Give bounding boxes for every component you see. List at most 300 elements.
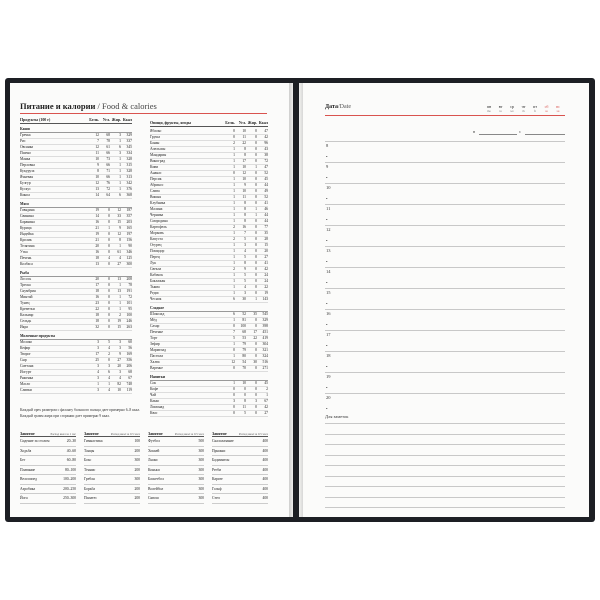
range-to-field[interactable] <box>525 134 565 135</box>
activity-kcal: 400 <box>262 448 268 453</box>
header-product: Продукты (100 г) <box>20 118 51 122</box>
hour-line[interactable] <box>325 204 565 205</box>
food-value: 271 <box>262 366 268 370</box>
food-value: 20 <box>95 244 99 248</box>
notes-title: Для заметок <box>325 414 349 419</box>
food-value: 8 <box>244 261 246 265</box>
notes-line[interactable] <box>325 507 565 508</box>
food-value: 11 <box>242 135 246 139</box>
food-value: 73 <box>106 157 110 161</box>
section-title: Молочные продукты <box>20 334 132 340</box>
food-value: 334 <box>126 151 132 155</box>
hour-label: 10 <box>326 185 331 190</box>
food-name: Яблоко <box>150 129 162 133</box>
date-rule <box>325 115 565 116</box>
food-value: 1 <box>233 177 235 181</box>
food-value: 10 <box>242 189 246 193</box>
notes-line[interactable] <box>325 465 565 466</box>
activity-row <box>20 456 76 466</box>
weekday-fr[interactable] <box>530 104 540 113</box>
food-value: 61 <box>117 250 121 254</box>
table-row <box>20 325 132 331</box>
activity-name: Бадминтон <box>212 458 230 463</box>
food-value: 0 <box>255 135 257 139</box>
food-value: 748 <box>126 382 132 386</box>
notes-line[interactable] <box>325 455 565 456</box>
activity-kcal: 100–200 <box>63 477 76 482</box>
hour-line[interactable] <box>325 162 565 163</box>
activity-row <box>20 466 76 476</box>
food-value: 5 <box>244 279 246 283</box>
half-hour-line[interactable] <box>325 215 565 216</box>
food-value: 90 <box>128 244 132 248</box>
notes-line[interactable] <box>325 497 565 498</box>
food-value: 19 <box>264 291 268 295</box>
weekday-ru: вс <box>556 104 560 109</box>
food-value: 0 <box>255 225 257 229</box>
activity-name: Велосипед <box>20 477 37 482</box>
food-value: 1 <box>119 307 121 311</box>
food-name: Кукуруза <box>20 169 35 173</box>
hour-line[interactable] <box>325 393 565 394</box>
activity-row <box>148 437 204 447</box>
food-value: 1 <box>233 279 235 283</box>
food-name: Киноа <box>20 193 30 197</box>
food-name: Баклажан <box>150 279 166 283</box>
hour-label: 15 <box>326 290 331 295</box>
activity-row <box>84 437 140 447</box>
food-name: Тыква <box>150 285 160 289</box>
food-value: 0 <box>255 279 257 283</box>
food-value: 1 <box>233 243 235 247</box>
food-value: 1 <box>233 381 235 385</box>
food-value: 1 <box>255 207 257 211</box>
food-value: 44 <box>264 213 268 217</box>
weekday-th[interactable] <box>519 104 529 113</box>
hour-label: 13 <box>326 248 331 253</box>
food-value: 3 <box>119 340 121 344</box>
hour-line[interactable] <box>325 330 565 331</box>
food-value: 0 <box>255 231 257 235</box>
activity-kcal: 400 <box>262 467 268 472</box>
food-value: 1 <box>233 249 235 253</box>
food-value: 45 <box>264 177 268 181</box>
food-value: 82 <box>117 382 121 386</box>
activity-name: Гольф <box>212 486 222 491</box>
activity-header-unit: Расход ккал за 0.5 часа <box>174 432 204 436</box>
food-name: Груша <box>150 135 161 139</box>
activity-row <box>148 466 204 476</box>
food-value: 0 <box>255 147 257 151</box>
food-value: 0 <box>255 273 257 277</box>
food-value: 9 <box>119 226 121 230</box>
food-value: 0 <box>255 195 257 199</box>
food-value: 7 <box>97 139 99 143</box>
activity-name: Йога <box>20 496 28 501</box>
food-name: Варенье <box>150 366 163 370</box>
food-value: 35 <box>253 312 257 316</box>
weekday-we[interactable] <box>507 104 517 113</box>
food-value: 0 <box>244 393 246 397</box>
date-heading <box>325 104 351 110</box>
food-value: 28 <box>264 237 268 241</box>
activity-group <box>20 427 76 504</box>
food-name: Телятина <box>20 244 35 248</box>
activity-header <box>212 427 268 437</box>
food-value: 21 <box>95 238 99 242</box>
half-hour-line[interactable] <box>325 299 565 300</box>
food-value: 13 <box>95 262 99 266</box>
food-value: 3 <box>244 291 246 295</box>
activity-header-unit: Расход ккал за 0.5 часа <box>110 432 140 436</box>
notes-line[interactable] <box>325 444 565 445</box>
half-hour-dot: • <box>326 195 328 201</box>
food-value: 16 <box>242 225 246 229</box>
food-value: 1 <box>233 255 235 259</box>
food-name: Картофель <box>150 225 167 229</box>
hour-line[interactable] <box>325 372 565 373</box>
food-name: Черника <box>150 213 164 217</box>
food-value: 357 <box>126 214 132 218</box>
food-value: 68 <box>242 330 246 334</box>
range-from-field[interactable] <box>479 134 517 135</box>
food-value: 5 <box>244 237 246 241</box>
activity-row <box>84 494 140 504</box>
half-hour-line[interactable] <box>325 173 565 174</box>
food-value: 14 <box>95 214 99 218</box>
food-value: 41 <box>264 261 268 265</box>
food-value: 100 <box>126 313 132 317</box>
food-name: Сок <box>150 381 157 385</box>
food-value: 18 <box>95 289 99 293</box>
food-value: 4 <box>97 370 99 374</box>
activity-name: Степ <box>212 496 220 501</box>
food-value: 165 <box>126 226 132 230</box>
nutrition-table-left <box>20 118 132 394</box>
food-value: 47 <box>264 165 268 169</box>
food-value: 3 <box>97 340 99 344</box>
food-value: 76 <box>106 181 110 185</box>
food-value: 18 <box>95 256 99 260</box>
food-name: Огурец <box>150 243 162 247</box>
food-value: 25 <box>95 358 99 362</box>
header-value: Белк. <box>225 121 235 125</box>
food-value: 43 <box>264 147 268 151</box>
food-name: Минтай <box>20 295 33 299</box>
food-value: 0 <box>255 255 257 259</box>
half-hour-line[interactable] <box>325 236 565 237</box>
food-value: 206 <box>126 364 132 368</box>
activity-name: Футбол <box>148 439 160 444</box>
food-value: 1 <box>233 318 235 322</box>
hour-line[interactable] <box>325 351 565 352</box>
food-value: 3 <box>97 364 99 368</box>
half-hour-line[interactable] <box>325 278 565 279</box>
half-hour-line[interactable] <box>325 362 565 363</box>
food-name: Кофе <box>150 387 159 391</box>
half-hour-line[interactable] <box>325 341 565 342</box>
food-value: 1 <box>233 342 235 346</box>
food-value: 101 <box>126 301 132 305</box>
spine <box>289 83 303 517</box>
activity-name: Пилатес <box>84 496 97 501</box>
header-value: Угл. <box>102 118 110 122</box>
food-value: 0 <box>255 354 257 358</box>
food-value: 1 <box>119 181 121 185</box>
food-value: 0 <box>255 405 257 409</box>
food-name: Сыр <box>20 358 27 362</box>
half-hour-dot: • <box>326 258 328 264</box>
food-value: 72 <box>106 187 110 191</box>
hour-label: 19 <box>326 374 331 379</box>
half-hour-dot: • <box>326 321 328 327</box>
notes-line[interactable] <box>325 476 565 477</box>
activity-name: Гребля <box>84 477 95 482</box>
food-value: 346 <box>126 250 132 254</box>
food-value: 11 <box>95 151 99 155</box>
food-value: 47 <box>264 129 268 133</box>
food-value: 0 <box>244 387 246 391</box>
food-value: 1 <box>119 163 121 167</box>
section-title: Каши <box>20 127 132 133</box>
half-hour-line[interactable] <box>325 257 565 258</box>
food-value: 35 <box>264 231 268 235</box>
food-value: 10 <box>117 388 121 392</box>
activity-row <box>148 475 204 485</box>
food-name: Кускус <box>20 187 31 191</box>
food-value: 398 <box>262 324 268 328</box>
food-value: 20 <box>95 277 99 281</box>
food-value: 0 <box>108 307 110 311</box>
food-value: 9 <box>244 267 246 271</box>
title-en: / Food & calories <box>95 101 157 111</box>
title-rule <box>20 113 267 114</box>
half-hour-line[interactable] <box>325 320 565 321</box>
activity-name: Аэробика <box>20 486 36 491</box>
weekday-en: th <box>522 109 525 113</box>
food-value: 0 <box>255 267 257 271</box>
food-value: 356 <box>126 358 132 362</box>
activity-kcal: 400 <box>262 458 268 463</box>
half-hour-line[interactable] <box>325 152 565 153</box>
food-value: 3 <box>108 364 110 368</box>
food-value: 3 <box>119 151 121 155</box>
food-value: 64 <box>106 193 110 197</box>
hour-line[interactable] <box>325 183 565 184</box>
food-value: 1 <box>233 285 235 289</box>
food-value: 4 <box>108 376 110 380</box>
food-value: 9 <box>119 352 121 356</box>
food-value: 14 <box>95 193 99 197</box>
food-value: 52 <box>264 171 268 175</box>
food-name: Шоколад <box>150 312 165 316</box>
weekday-mo[interactable] <box>484 104 494 113</box>
food-name: Перловка <box>20 163 35 167</box>
activity-kcal: 200–250 <box>63 486 76 491</box>
food-value: 66 <box>106 151 110 155</box>
half-hour-line[interactable] <box>325 194 565 195</box>
activity-header <box>84 427 140 437</box>
food-value: 1 <box>255 165 257 169</box>
activity-row <box>20 494 76 504</box>
notes-line[interactable] <box>325 423 565 424</box>
activity-kcal: 200 <box>134 467 140 472</box>
food-name: Вишня <box>150 195 161 199</box>
table-row <box>150 366 268 372</box>
food-name: Кальмар <box>20 313 34 317</box>
food-value: 1 <box>108 226 110 230</box>
food-value: 17 <box>242 159 246 163</box>
food-value: 66 <box>106 175 110 179</box>
food-name: Лук <box>150 261 157 265</box>
food-value: 27 <box>117 358 121 362</box>
food-value: 12 <box>117 208 121 212</box>
food-name: Мандарин <box>150 153 167 157</box>
food-value: 60 <box>128 340 132 344</box>
activity-kcal: 200 <box>134 448 140 453</box>
food-value: 0 <box>255 189 257 193</box>
food-value: 0 <box>255 387 257 391</box>
food-name: Сметана <box>20 364 34 368</box>
activity-name: Коньки <box>148 467 160 472</box>
food-value: 0 <box>233 366 235 370</box>
food-value: 5 <box>108 340 110 344</box>
food-name: Банан <box>150 141 160 145</box>
weekday-ru: сб <box>544 104 549 109</box>
hour-line[interactable] <box>325 246 565 247</box>
activity-kcal: 20–30 <box>66 439 76 444</box>
weekday-ru: ср <box>510 104 514 109</box>
activity-name: Скалолазание <box>212 439 234 444</box>
food-name: Какао <box>150 399 160 403</box>
food-value: 23 <box>95 301 99 305</box>
food-value: 78 <box>106 139 110 143</box>
food-value: 203 <box>126 220 132 224</box>
food-name: Йогурт <box>20 370 32 374</box>
food-value: 100 <box>240 324 246 328</box>
food-value: 3 <box>119 370 121 374</box>
food-value: 19 <box>95 232 99 236</box>
food-value: 27 <box>264 411 268 415</box>
activity-row <box>20 447 76 457</box>
food-value: 16 <box>95 295 99 299</box>
food-value: 32 <box>95 325 99 329</box>
food-value: 2 <box>233 141 235 145</box>
hour-line[interactable] <box>325 141 565 142</box>
food-value: 0 <box>255 291 257 295</box>
food-value: 0 <box>108 220 110 224</box>
notes-line[interactable] <box>325 486 565 487</box>
food-value: 0 <box>108 277 110 281</box>
food-value: 8 <box>244 399 246 403</box>
title-ru: Питание и калории <box>20 101 96 111</box>
hour-line[interactable] <box>325 309 565 310</box>
notes-line[interactable] <box>325 434 565 435</box>
food-value: 17 <box>253 330 257 334</box>
food-value: 5 <box>244 411 246 415</box>
table-header <box>150 121 268 127</box>
food-name: Мармелад <box>150 348 167 352</box>
food-value: 1 <box>119 283 121 287</box>
food-value: 27 <box>264 255 268 259</box>
food-value: 15 <box>117 325 121 329</box>
food-value: 30 <box>242 297 246 301</box>
food-value: 95 <box>128 307 132 311</box>
food-value: 0 <box>108 214 110 218</box>
food-name: Сахар <box>150 324 160 328</box>
food-value: 53 <box>242 336 246 340</box>
half-hour-line[interactable] <box>325 404 565 405</box>
activity-row <box>20 437 76 447</box>
food-value: 0 <box>255 201 257 205</box>
activity-name: Сидение за столом <box>20 439 50 444</box>
activity-name: Плавание <box>20 467 36 472</box>
food-value: 0 <box>108 358 110 362</box>
food-name: Халва <box>150 360 160 364</box>
activity-kcal: 400 <box>262 496 268 501</box>
food-name: Сельдь <box>20 319 32 323</box>
hour-label: 20 <box>326 395 331 400</box>
food-name: Слива <box>150 189 160 193</box>
activity-header-title: Занятие <box>20 431 35 436</box>
food-value: 19 <box>117 319 121 323</box>
weekday-en: mo <box>487 109 491 113</box>
food-value: 0 <box>233 405 235 409</box>
food-value: 0 <box>108 283 110 287</box>
hour-line[interactable] <box>325 225 565 226</box>
food-name: Курица <box>20 226 32 230</box>
food-value: 313 <box>126 175 132 179</box>
food-name: Абрикос <box>150 183 164 187</box>
weekday-tu[interactable] <box>496 104 506 113</box>
food-value: 80 <box>242 354 246 358</box>
food-name: Помидор <box>150 249 165 253</box>
half-hour-line[interactable] <box>325 383 565 384</box>
section-title: Рыба <box>20 271 132 277</box>
weekday-en: sa <box>545 109 548 113</box>
hour-line[interactable] <box>325 267 565 268</box>
activity-group <box>148 427 204 504</box>
hour-label: 17 <box>326 332 331 337</box>
food-value: 1 <box>108 382 110 386</box>
weekday-su[interactable] <box>553 104 563 113</box>
food-name: Икра <box>20 325 28 329</box>
food-name: Свинина <box>20 214 34 218</box>
food-value: 12 <box>242 171 246 175</box>
food-value: 0 <box>255 183 257 187</box>
food-value: 328 <box>126 169 132 173</box>
food-name: Мёд <box>150 318 157 322</box>
food-value: 0 <box>255 318 257 322</box>
hour-label: 16 <box>326 311 331 316</box>
header-value: Белк. <box>89 118 99 122</box>
food-name: Баранина <box>20 220 35 224</box>
hour-line[interactable] <box>325 288 565 289</box>
food-value: 21 <box>95 226 99 230</box>
food-value: 187 <box>126 208 132 212</box>
food-name: Креветки <box>20 307 35 311</box>
food-value: 0 <box>108 325 110 329</box>
activity-row <box>148 485 204 495</box>
food-name: Капуста <box>150 237 163 241</box>
food-name: Ячневая <box>20 175 33 179</box>
weekday-sa[interactable] <box>542 104 552 113</box>
food-name: Треска <box>20 283 31 287</box>
food-value: 1 <box>233 189 235 193</box>
activity-row <box>212 456 268 466</box>
food-value: 52 <box>242 312 246 316</box>
food-value: 42 <box>264 405 268 409</box>
